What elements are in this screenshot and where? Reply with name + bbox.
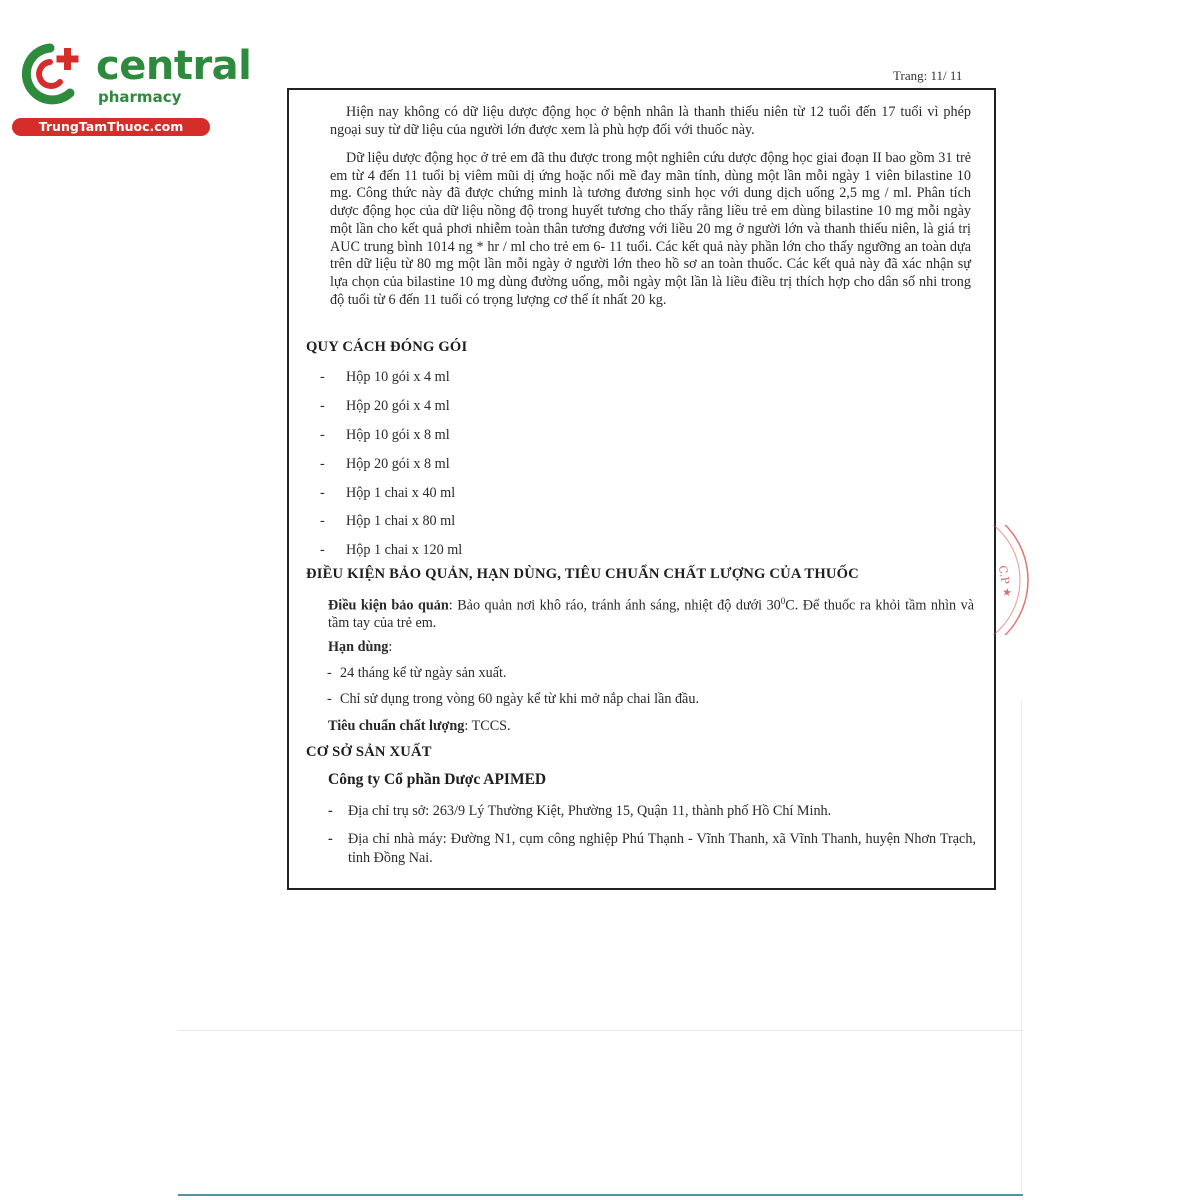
logo-brand-name: central	[96, 43, 252, 89]
scan-edge-bottom	[178, 1194, 1023, 1196]
shelf-life-item: - 24 tháng kể từ ngày sản xuất.	[327, 665, 507, 681]
packaging-item: - Hộp 20 gói x 8 ml	[320, 456, 450, 472]
address-item: - Địa chỉ nhà máy: Đường N1, cụm công nghiệp Phú Thạnh - Vĩnh Thanh, xã Vĩnh Thanh, huyện Nhơn Trạch, tỉnh Đồng Nai.	[328, 831, 976, 866]
packaging-item: - Hộp 10 gói x 8 ml	[320, 427, 450, 443]
packaging-item: - Hộp 20 gói x 4 ml	[320, 398, 450, 414]
storage-heading: ĐIỀU KIỆN BẢO QUẢN, HẠN DÙNG, TIÊU CHUẨN CHẤT LƯỢNG CỦA THUỐC	[306, 566, 859, 582]
quality-standard: Tiêu chuẩn chất lượng: TCCS.	[328, 718, 511, 734]
scan-edge-right	[1021, 700, 1022, 1192]
packaging-item: - Hộp 1 chai x 80 ml	[320, 513, 456, 529]
logo-website-banner: TrungTamThuoc.com	[12, 118, 210, 136]
scan-edge-top	[178, 1030, 1023, 1031]
shelf-life-item: - Chỉ sử dụng trong vòng 60 ngày kể từ khi mở nắp chai lần đầu.	[327, 691, 699, 707]
pharmacy-cross-icon	[10, 38, 90, 108]
pk-paragraph-1: Hiện nay không có dữ liệu dược động học ở bệnh nhân là thanh thiếu niên từ 12 tuổi đến 17 tuổi vì phép ngoại suy từ dữ liệu của người lớn được xem là phù hợp đối với thuốc này.	[330, 104, 971, 138]
packaging-item: - Hộp 10 gói x 4 ml	[320, 369, 450, 385]
pk-paragraph-2: Dữ liệu dược động học ở trẻ em đã thu được trong một nghiên cứu dược động học giai đoạn II bao gồm 31 trẻ em từ 4 đến 11 tuổi bị viêm mũi dị ứng hoặc nổi mề đay mãn tính, dùng một lần mỗi ngày 1 viên bilastine 10 mg. Công thức này đã được chứng minh là tương đương sinh học với dung dịch uống 2,5 mg / ml. Phân tích dược động học của dữ liệu nồng độ trong huyết tương cho thấy rằng liều trẻ em dùng bilastine 10 mg mỗi ngày một lần cho kết quả phơi nhiễm toàn thân tương đương với liều 20 mg ở người lớn và thanh thiếu niên, là giá trị AUC trung bình 1014 ng * hr / ml cho trẻ em 6- 11 tuổi. Các kết quả này phần lớn cho thấy ngưỡng an toàn dựa trên dữ liệu từ 80 mg một lần mỗi ngày ở người lớn theo hồ sơ an toàn thuốc. Các kết quả này đã xác nhận sự lựa chọn của bilastine 10 mg dùng đường uống, mỗi ngày một lần là liều điều trị thích hợp cho dân số nhi trong độ tuổi từ 6 đến 11 tuổi có trọng lượng cơ thể ít nhất 20 kg.	[330, 150, 971, 308]
packaging-item: - Hộp 1 chai x 40 ml	[320, 485, 456, 501]
manufacturer-heading: CƠ SỞ SẢN XUẤT	[306, 744, 432, 760]
shelf-life-label: Hạn dùng:	[328, 639, 393, 655]
address-item: - Địa chỉ trụ sở: 263/9 Lý Thường Kiệt, Phường 15, Quận 11, thành phố Hồ Chí Minh.	[328, 803, 832, 819]
packaging-item: - Hộp 1 chai x 120 ml	[320, 542, 463, 558]
pharmacy-logo	[10, 38, 252, 138]
manufacturer-company: Công ty Cổ phần Dược APIMED	[328, 771, 547, 788]
packaging-heading: QUY CÁCH ĐÓNG GÓI	[306, 339, 468, 355]
logo-brand-sub: pharmacy	[98, 88, 182, 106]
storage-conditions: Điều kiện bảo quản: Bảo quản nơi khô ráo, tránh ánh sáng, nhiệt độ dưới $30^0C$. Để thuốc ra khỏi tầm nhìn và tầm tay của trẻ em.	[328, 596, 974, 632]
seal-text: C.P ★	[995, 564, 1015, 599]
page-number: Trang: 11/ 11	[893, 68, 963, 83]
company-seal-stamp	[990, 525, 1030, 635]
